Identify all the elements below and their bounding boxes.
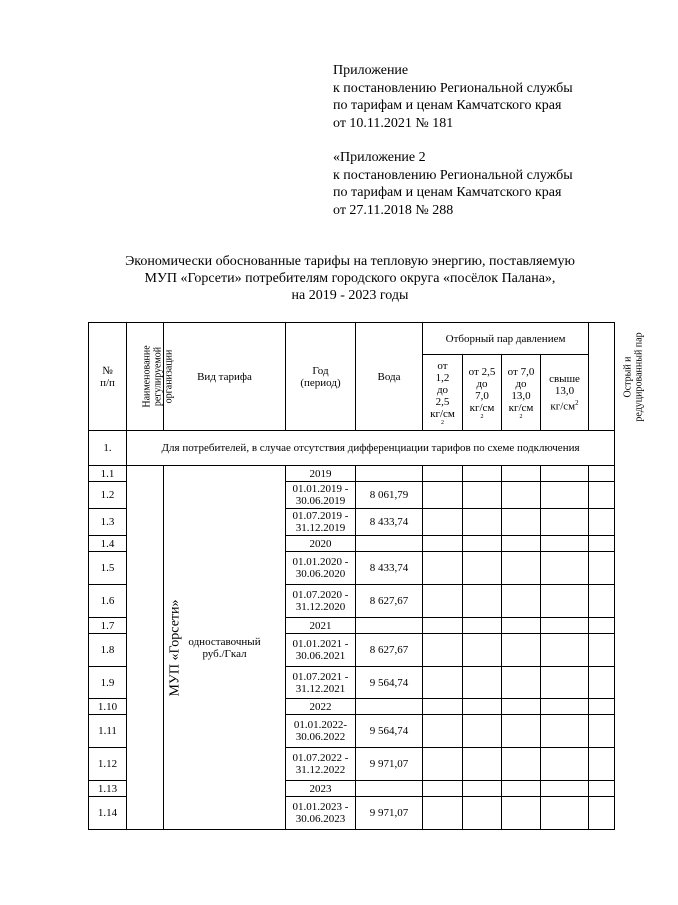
water-value: 8 627,67 <box>356 634 423 667</box>
appendix-line: к постановлению Региональной службы <box>333 80 573 96</box>
header-steam-3: от 7,0 до 13,0 кг/см 2 <box>502 355 541 431</box>
year-label: 2019 <box>286 466 356 482</box>
period: 01.01.2021 - 30.06.2021 <box>286 634 356 667</box>
title-line: на 2019 - 2023 годы <box>291 288 409 303</box>
water-value: 8 433,74 <box>356 509 423 536</box>
year-label: 2022 <box>286 699 356 715</box>
row-number: 1.4 <box>89 536 127 552</box>
period: 01.07.2022 - 31.12.2022 <box>286 748 356 781</box>
row-number: 1.5 <box>89 552 127 585</box>
appendix-line: «Приложение 2 <box>333 150 426 165</box>
water-value: 9 564,74 <box>356 667 423 699</box>
row-number: 1.6 <box>89 585 127 618</box>
section-title: Для потребителей, в случае отсутствия дифференциации тарифов по схеме подключения <box>127 431 615 466</box>
period: 01.07.2020 - 31.12.2020 <box>286 585 356 618</box>
header-steam: Отборный пар давлением <box>423 323 589 355</box>
water-value: 8 627,67 <box>356 585 423 618</box>
period: 01.07.2021 - 31.12.2021 <box>286 667 356 699</box>
period: 01.01.2022- 30.06.2022 <box>286 715 356 748</box>
row-number: 1.13 <box>89 781 127 797</box>
year-label: 2020 <box>286 536 356 552</box>
appendix-line: по тарифам и ценам Камчатского края <box>333 185 562 200</box>
header-steam-4: свыше 13,0 $кг/см^2$ <box>541 355 589 431</box>
row-number: 1.7 <box>89 618 127 634</box>
header-sharp-steam: Острый и редуцированный пар <box>589 323 615 431</box>
row-number: 1.12 <box>89 748 127 781</box>
year-label: 2021 <box>286 618 356 634</box>
row-number: 1.9 <box>89 667 127 699</box>
appendix-line: по тарифам и ценам Камчатского края <box>333 98 562 113</box>
water-value: 9 971,07 <box>356 748 423 781</box>
row-number: 1.2 <box>89 482 127 509</box>
appendix-header-2 <box>333 149 573 219</box>
appendix-line: к постановлению Региональной службы <box>333 167 573 183</box>
title-line: МУП «Горсети» потребителям городского округа «посёлок Палана», <box>144 271 556 286</box>
period: 01.01.2020 - 30.06.2020 <box>286 552 356 585</box>
header-org: Наименование регулируемой организации <box>127 323 164 431</box>
appendix-line: от 27.11.2018 № 288 <box>333 202 454 218</box>
header-year: Год (период) <box>286 323 356 431</box>
water-value: 8 433,74 <box>356 552 423 585</box>
row-number: 1.3 <box>89 509 127 536</box>
appendix-line: Приложение <box>333 63 409 78</box>
table-row <box>89 466 615 482</box>
period: 01.01.2023 - 30.06.2023 <box>286 797 356 830</box>
period: 01.01.2019 - 30.06.2019 <box>286 482 356 509</box>
row-number: 1.14 <box>89 797 127 830</box>
header-water: Вода <box>356 323 423 431</box>
header-num: № п/п <box>89 323 127 431</box>
water-value: 9 971,07 <box>356 797 423 830</box>
document-title <box>70 253 630 304</box>
row-number: 1.10 <box>89 699 127 715</box>
period: 01.07.2019 - 31.12.2019 <box>286 509 356 536</box>
title-line: Экономически обоснованные тарифы на тепловую энергию, поставляемую <box>125 254 575 269</box>
org-name: МУП «Горсети» <box>167 598 183 697</box>
section-number: 1. <box>89 431 127 466</box>
water-value: 8 061,79 <box>356 482 423 509</box>
header-steam-2: от 2,5 до 7,0 кг/см 2 <box>463 355 502 431</box>
org-name-cell <box>127 466 183 830</box>
header-tariff-type: Вид тарифа <box>164 323 286 431</box>
appendix-line: от 10.11.2021 № 181 <box>333 115 454 131</box>
year-label: 2023 <box>286 781 356 797</box>
row-number: 1.1 <box>89 466 127 482</box>
row-number: 1.11 <box>89 715 127 748</box>
header-steam-1: от 1,2 до 2,5 кг/см 2 <box>423 355 463 431</box>
water-value: 9 564,74 <box>356 715 423 748</box>
tariff-table <box>88 322 645 830</box>
tariff-type-cell: одноставочный руб./Гкал <box>164 466 286 830</box>
row-number: 1.8 <box>89 634 127 667</box>
appendix-header <box>333 62 573 132</box>
